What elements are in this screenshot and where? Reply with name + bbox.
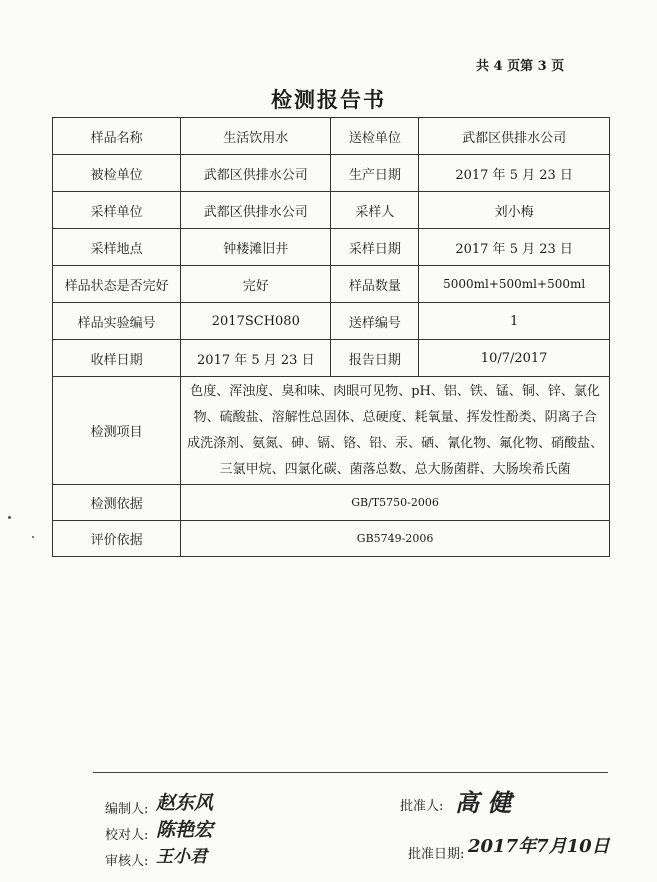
value-cell: 2017 年 5 月 23 日 [181,340,331,377]
reviewer-label: 审核人: [105,854,149,869]
label-cell: 送样编号 [331,303,419,340]
table-row [53,377,610,485]
label-cell: 评价依据 [53,521,181,557]
label-cell: 报告日期 [331,340,419,377]
page-number: 共 4 页第 3 页 [476,59,565,74]
approver-signature: 高 健 [455,788,512,817]
label-cell: 采样地点 [53,229,181,266]
label-cell: 生产日期 [331,155,419,192]
table-row [53,192,610,229]
value-cell: 武都区供排水公司 [181,192,331,229]
table-row [53,266,610,303]
label-cell: 样品状态是否完好 [53,266,181,303]
value-cell: 生活饮用水 [181,118,331,155]
approve-date: 2017年7月10日 [468,836,610,857]
table-row [53,303,610,340]
checker-label: 校对人: [105,828,149,843]
approve-date-label: 批准日期: [408,847,465,862]
label-cell: 样品名称 [53,118,181,155]
value-cell: 2017 年 5 月 23 日 [419,229,610,266]
table-row [53,118,610,155]
value-cell: 2017 年 5 月 23 日 [419,155,610,192]
value-cell: 5000ml+500ml+500ml [419,266,610,303]
test-items-cell [181,377,610,485]
table-row [53,155,610,192]
label-cell: 采样人 [331,192,419,229]
value-cell: 武都区供排水公司 [181,155,331,192]
label-cell: 采样日期 [331,229,419,266]
reviewer-signature: 王小君 [156,847,207,867]
test-items-line: 三氯甲烷、四氯化碳、菌落总数、总大肠菌群、大肠埃希氏菌 [219,461,571,477]
compiler-signature: 赵东风 [156,792,214,814]
value-cell: 2017SCH080 [181,303,331,340]
value-cell: GB5749-2006 [181,521,610,557]
test-items-line: 色度、浑浊度、臭和味、肉眼可见物、pH、铝、铁、锰、铜、锌、氯化 [190,383,600,399]
scan-speck [8,516,11,519]
report-table [52,117,610,557]
test-items-line: 物、硫酸盐、溶解性总固体、总硬度、耗氧量、挥发性酚类、阴离子合 [193,409,597,425]
label-cell: 采样单位 [53,192,181,229]
label-cell: 被检单位 [53,155,181,192]
label-cell: 样品实验编号 [53,303,181,340]
value-cell: 完好 [181,266,331,303]
checker-signature: 陈艳宏 [156,819,214,841]
test-items-line: 成洗涤剂、氨氮、砷、镉、铬、铅、汞、硒、氰化物、氟化物、硝酸盐、 [187,435,604,451]
value-cell: GB/T5750-2006 [181,485,610,521]
label-cell: 检测依据 [53,485,181,521]
table-row [53,340,610,377]
compiler-label: 编制人: [105,802,149,817]
table-row [53,485,610,521]
value-cell: 1 [419,303,610,340]
value-cell: 10/7/2017 [419,340,610,377]
label-cell: 样品数量 [331,266,419,303]
table-row [53,229,610,266]
label-cell: 检测项目 [53,377,181,485]
value-cell: 钟楼滩旧井 [181,229,331,266]
table-row [53,521,610,557]
approver-label: 批准人: [400,799,444,814]
value-cell: 武都区供排水公司 [419,118,610,155]
report-title: 检测报告书 [271,87,386,112]
scan-speck [32,536,34,538]
label-cell: 收样日期 [53,340,181,377]
value-cell: 刘小梅 [419,192,610,229]
signature-divider [93,772,608,773]
label-cell: 送检单位 [331,118,419,155]
